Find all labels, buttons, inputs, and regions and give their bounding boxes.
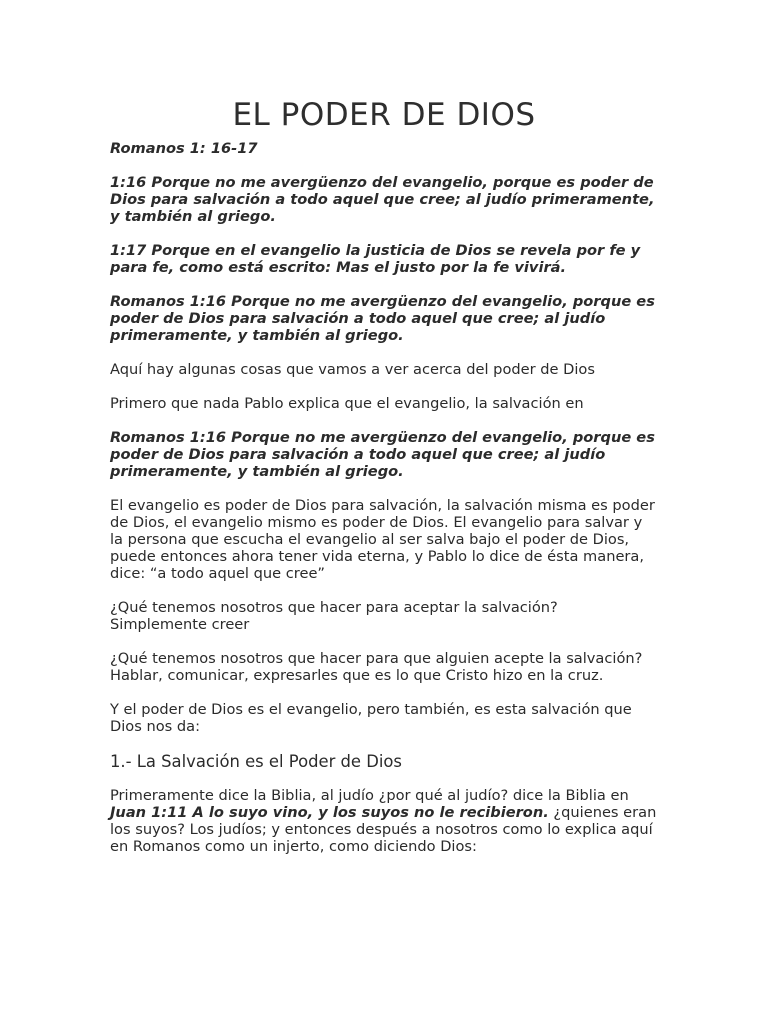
paragraph-evangelio: El evangelio es poder de Dios para salvación, la salvación misma es poder de Dios, el evangelio mismo es poder de Dios. El evangelio para salvar y la persona que escucha el evangelio al ser salva bajo el poder de Dios, puede entonces ahora tener vida eterna, y Pablo lo dice de ésta manera, dice: “a todo aquel que cree” (110, 497, 655, 582)
scripture-inline-quote: Juan 1:11 A lo suyo vino, y los suyos no le recibieron. (110, 804, 549, 821)
scripture-quote-repeat: Romanos 1:16 Porque no me avergüenzo del evangelio, porque es poder de Dios para salvación a todo aquel que cree; al judío primeramente, y también al griego. (110, 429, 655, 480)
paragraph-acepte: ¿Qué tenemos nosotros que hacer para que alguien acepte la salvación? Hablar, comunicar, expresarles que es lo que Cristo hizo en la cruz. (110, 650, 643, 684)
paragraph-poder: Y el poder de Dios es el evangelio, pero también, es esta salvación que Dios nos da: (110, 701, 632, 735)
paragraph-lead: Primeramente dice la Biblia, al judío ¿por qué al judío? dice la Biblia en (110, 787, 629, 804)
paragraph-aceptar: ¿Qué tenemos nosotros que hacer para aceptar la salvación? Simplemente creer (110, 599, 558, 633)
document-title: EL PODER DE DIOS (232, 97, 536, 133)
paragraph-tail: ¿quienes eran los suyos? Los judíos; y entonces después a nosotros como lo explica aquí en Romanos como un injerto, como diciendo Dios: (110, 804, 657, 855)
verse-1-17: 1:17 Porque en el evangelio la justicia de Dios se revela por fe y para fe, como está escrito: Mas el justo por la fe vivirá. (110, 242, 641, 276)
paragraph-primeramente (110, 787, 658, 855)
scripture-reference: Romanos 1: 16-17 (110, 140, 258, 157)
paragraph-primero: Primero que nada Pablo explica que el evangelio, la salvación en (110, 395, 584, 412)
paragraph-intro: Aquí hay algunas cosas que vamos a ver acerca del poder de Dios (110, 361, 595, 378)
section-heading: 1.- La Salvación es el Poder de Dios (110, 752, 402, 771)
verse-1-16: 1:16 Porque no me avergüenzo del evangelio, porque es poder de Dios para salvación a todo aquel que cree; al judío primeramente, y también al griego. (110, 174, 655, 225)
scripture-quote: Romanos 1:16 Porque no me avergüenzo del evangelio, porque es poder de Dios para salvación a todo aquel que cree; al judío primeramente, y también al griego. (110, 293, 655, 344)
